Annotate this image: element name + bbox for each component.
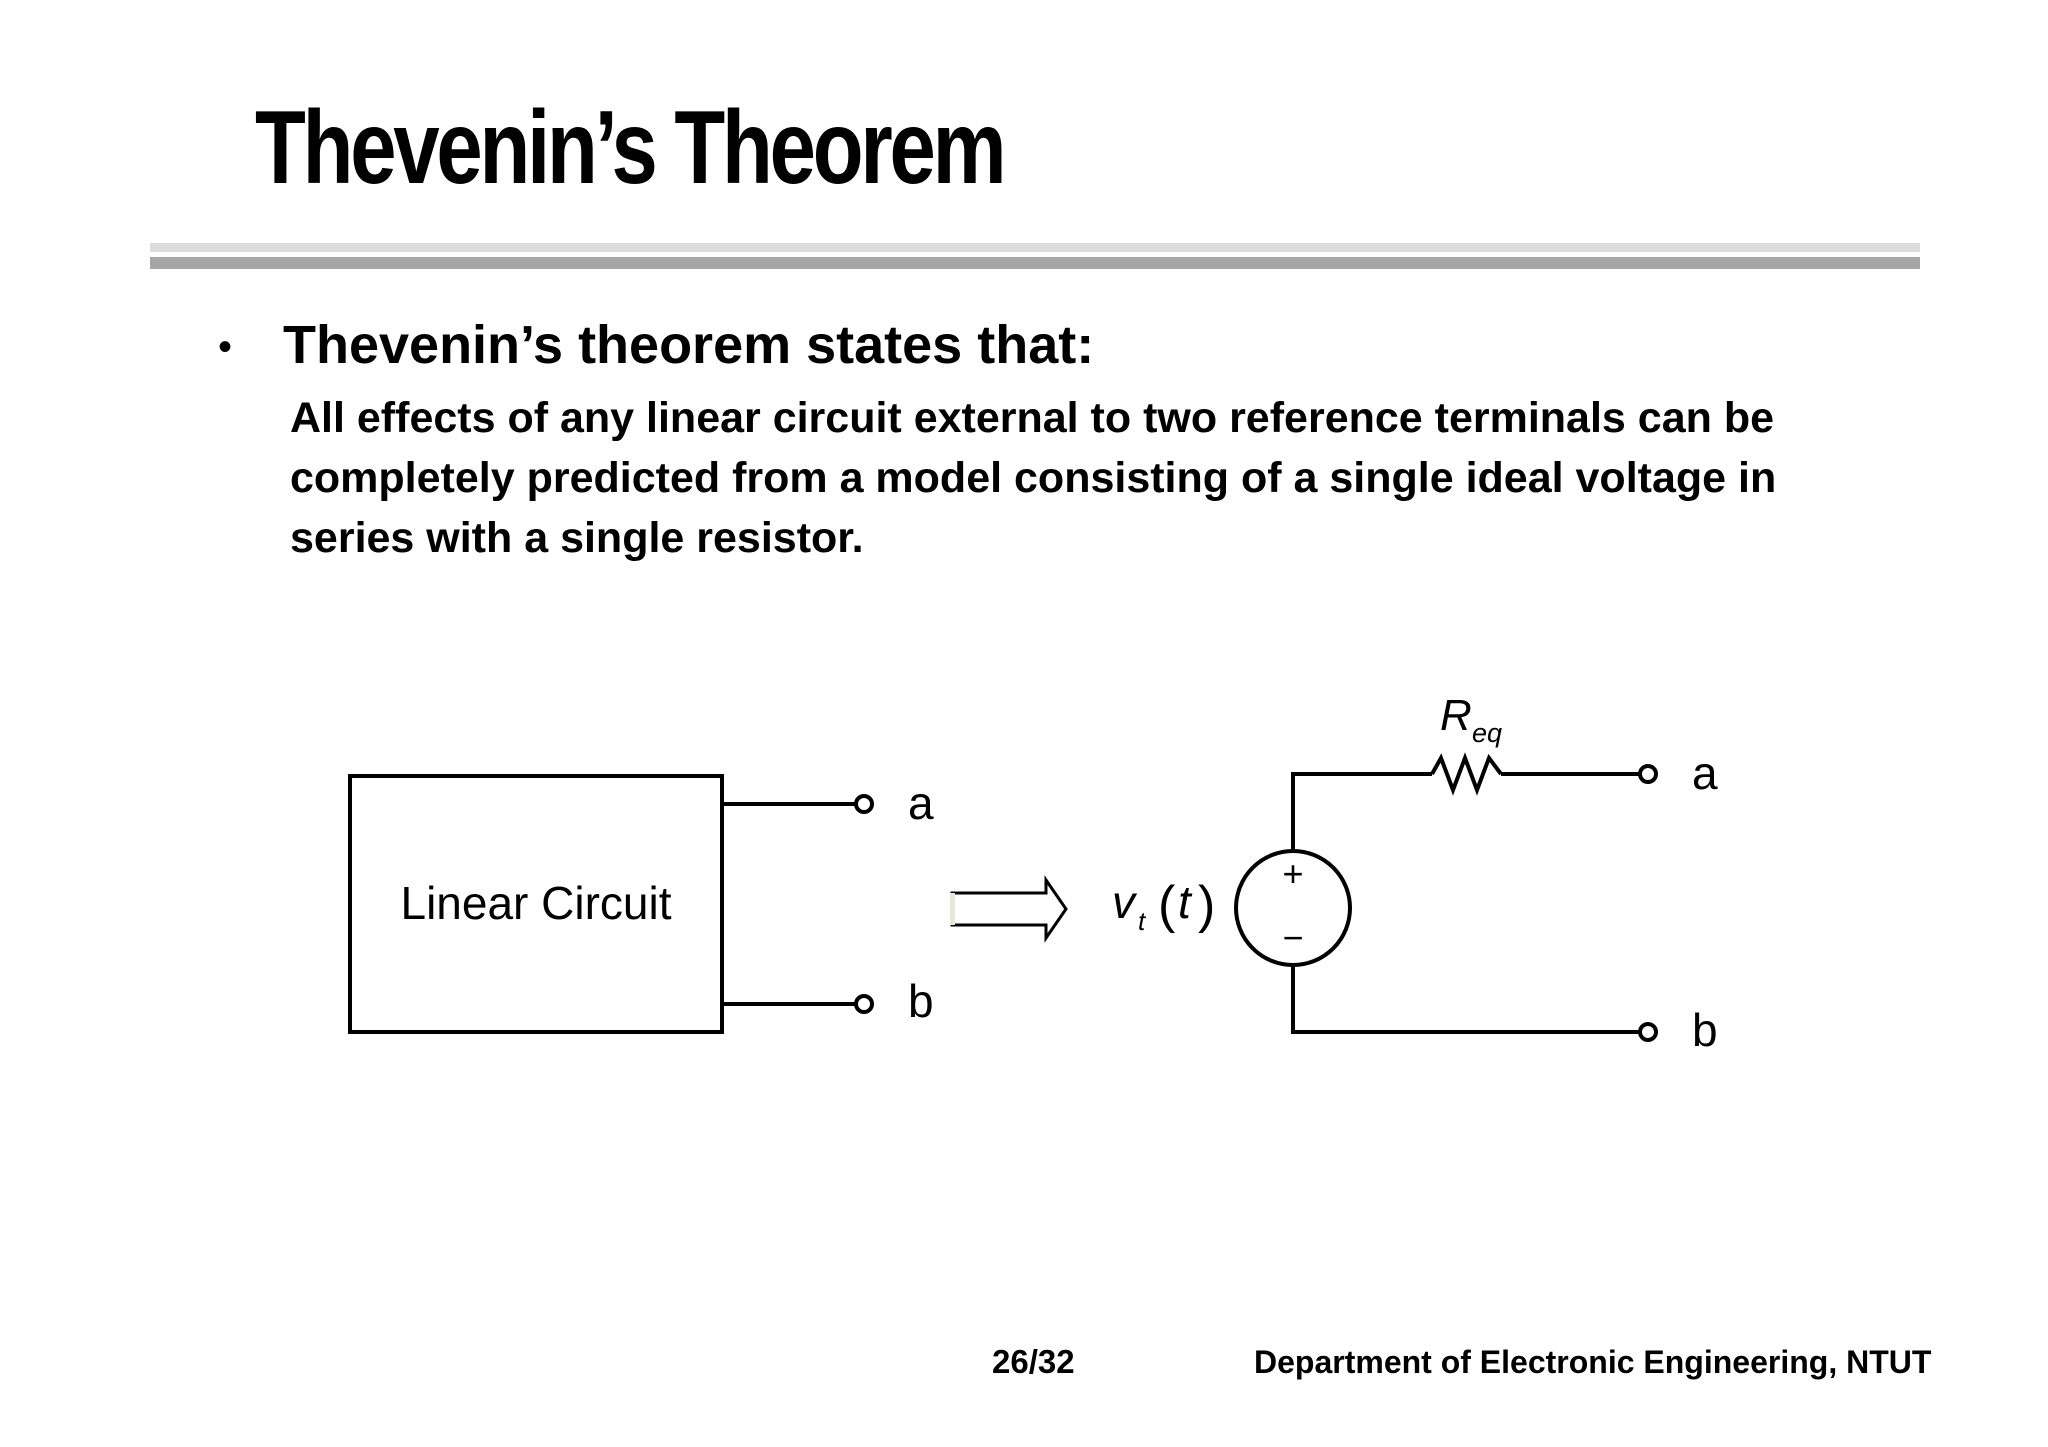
right-terminal-b-label: b bbox=[1692, 1004, 1718, 1056]
right-wire-bottom bbox=[1293, 965, 1640, 1032]
footer-department: Department of Electronic Engineering, NTUT bbox=[1254, 1344, 1932, 1380]
left-terminal-a-label: a bbox=[908, 777, 934, 829]
source-subscript: t bbox=[1138, 906, 1146, 936]
body-line-3: series with a single resistor. bbox=[290, 514, 864, 562]
source-paren-open: ( bbox=[1158, 876, 1176, 934]
body-line-1: All effects of any linear circuit external to two reference terminals can be bbox=[290, 394, 1775, 442]
resistor-req bbox=[1432, 758, 1501, 790]
left-terminal-b-label: b bbox=[908, 975, 934, 1027]
source-v-label: v bbox=[1112, 876, 1135, 928]
arrow-tail-shade bbox=[950, 893, 955, 925]
resistor-subscript: eq bbox=[1472, 718, 1503, 748]
resistor-R-label: R bbox=[1440, 691, 1472, 740]
right-terminal-a-node bbox=[1640, 766, 1656, 782]
right-terminal-b-node bbox=[1640, 1024, 1656, 1040]
source-minus-sign: − bbox=[1282, 917, 1304, 958]
source-arg: t bbox=[1178, 876, 1191, 928]
left-terminal-b-node bbox=[856, 996, 872, 1012]
linear-circuit-label: Linear Circuit bbox=[400, 877, 672, 929]
right-wire-top bbox=[1293, 774, 1432, 851]
page-number: 26/32 bbox=[992, 1343, 1075, 1380]
left-terminal-a-node bbox=[856, 796, 872, 812]
implication-arrow-icon bbox=[952, 880, 1066, 938]
source-plus-sign: + bbox=[1282, 853, 1304, 894]
bullet-marker: • bbox=[218, 325, 233, 369]
right-terminal-a-label: a bbox=[1692, 747, 1718, 799]
bullet-heading: Thevenin’s theorem states that: bbox=[283, 315, 1095, 375]
body-line-2: completely predicted from a model consisting of a single ideal voltage in bbox=[290, 454, 1777, 502]
source-paren-close: ) bbox=[1198, 876, 1216, 934]
slide-title: Thevenin’s Theorem bbox=[255, 90, 1004, 206]
